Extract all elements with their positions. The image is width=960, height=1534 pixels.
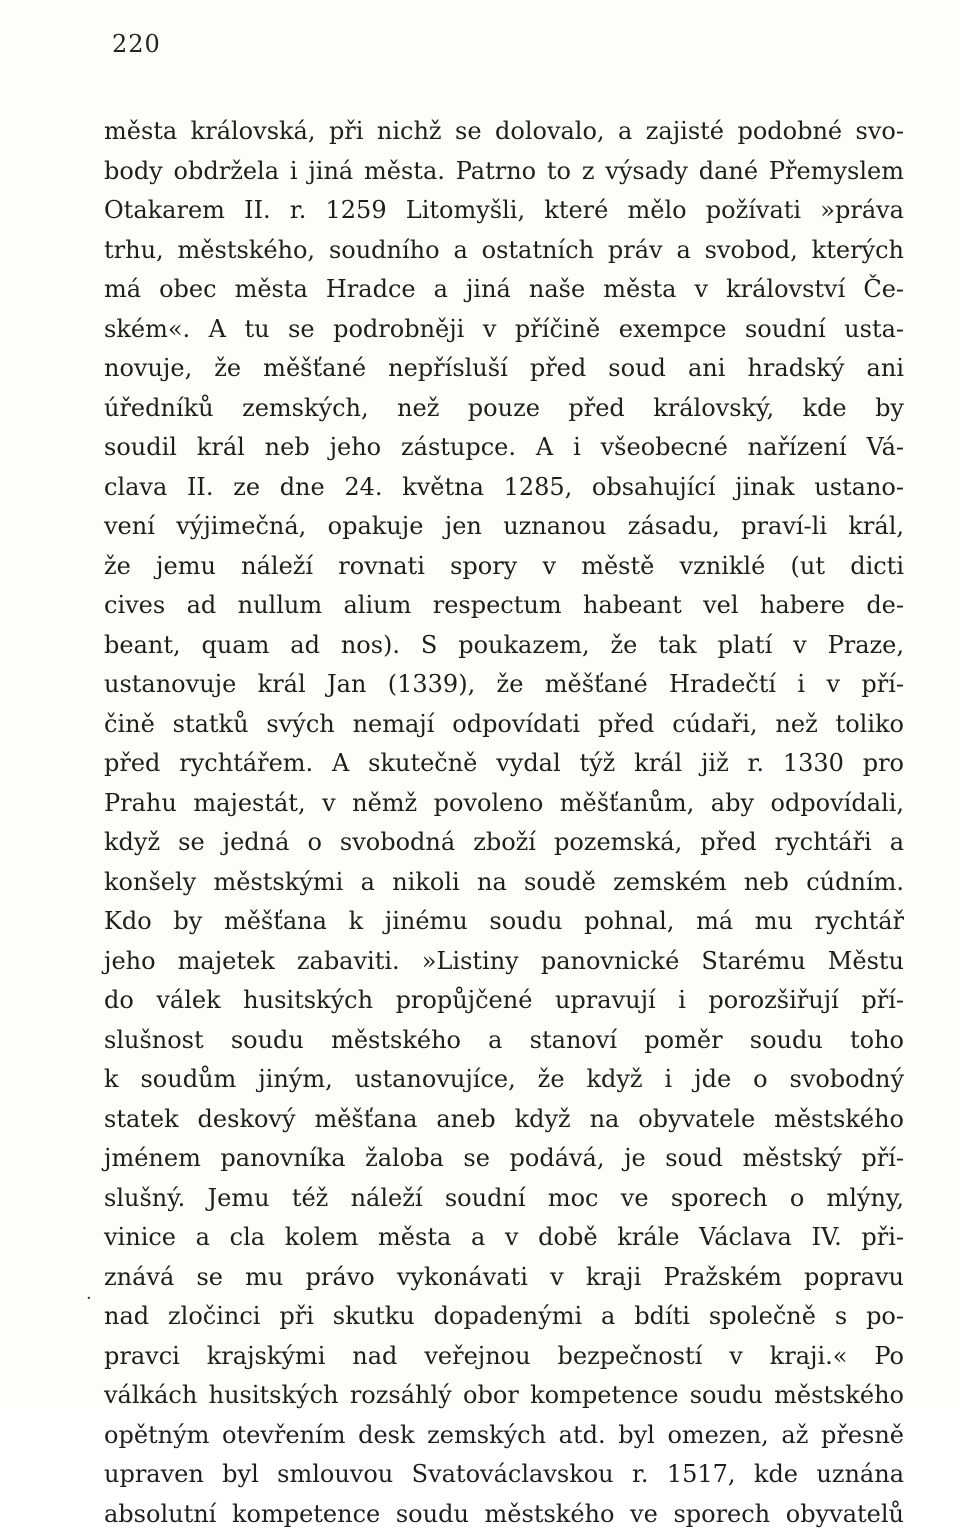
text-line: města královská, při nichž se dolovalo, a zajisté podobné svo-	[104, 112, 904, 152]
text-line: do válek husitských propůjčené upravují i porozšiřují pří-	[104, 981, 904, 1021]
text-line: pravci krajskými nad veřejnou bezpečností v kraji.« Po	[104, 1337, 904, 1377]
text-line: upraven byl smlouvou Svatováclavskou r. 1517, kde uznána	[104, 1455, 904, 1495]
text-line: úředníků zemských, než pouze před královský, kde by	[104, 389, 904, 429]
text-line: ustanovuje král Jan (1339), že měšťané Hradečtí i v pří-	[104, 665, 904, 705]
text-line: k soudům jiným, ustanovujíce, že když i jde o svobodný	[104, 1060, 904, 1100]
text-line: body obdržela i jiná města. Patrno to z výsady dané Přemyslem	[104, 152, 904, 192]
text-line: ském«. A tu se podrobněji v příčině exempce soudní usta-	[104, 310, 904, 350]
text-line: statek deskový měšťana aneb když na obyvatele městského	[104, 1100, 904, 1140]
text-line: má obec města Hradce a jiná naše města v království Če-	[104, 270, 904, 310]
text-line: před rychtářem. A skutečně vydal týž král již r. 1330 pro	[104, 744, 904, 784]
text-line: čině statků svých nemají odpovídati před cúdaři, než toliko	[104, 705, 904, 745]
text-line: když se jedná o svobodná zboží pozemská, před rychtáři a	[104, 823, 904, 863]
text-line: vení výjimečná, opakuje jen uznanou zásadu, praví-li král,	[104, 507, 904, 547]
text-line: slušnost soudu městského a stanoví poměr soudu toho	[104, 1021, 904, 1061]
text-line: beant, quam ad nos). S poukazem, že tak platí v Praze,	[104, 626, 904, 666]
text-line: trhu, městského, soudního a ostatních práv a svobod, kterých	[104, 231, 904, 271]
text-line: opětným otevřením desk zemských atd. byl omezen, až přesně	[104, 1416, 904, 1456]
text-line: cives ad nullum alium respectum habeant vel habere de-	[104, 586, 904, 626]
text-line: Prahu majestát, v němž povoleno měšťanům, aby odpovídali,	[104, 784, 904, 824]
text-line: konšely městskými a nikoli na soudě zemském neb cúdním.	[104, 863, 904, 903]
text-line: Kdo by měšťana k jinému soudu pohnal, má mu rychtář	[104, 902, 904, 942]
text-line: slušný. Jemu též náleží soudní moc ve sporech o mlýny,	[104, 1179, 904, 1219]
text-line: Otakarem II. r. 1259 Litomyšli, které mělo požívati »práva	[104, 191, 904, 231]
text-line: novuje, že měšťané nepřísluší před soud ani hradský ani	[104, 349, 904, 389]
text-line: že jemu náleží rovnati spory v městě vzniklé (ut dicti	[104, 547, 904, 587]
text-line: absolutní kompetence soudu městského ve sporech obyvatelů	[104, 1495, 904, 1534]
text-line: jménem panovníka žaloba se podává, je soud městský pří-	[104, 1139, 904, 1179]
text-line: znává se mu právo vykonávati v kraji Pražském popravu	[104, 1258, 904, 1298]
text-line: vinice a cla kolem města a v době krále Václava IV. při-	[104, 1218, 904, 1258]
text-line: clava II. ze dne 24. května 1285, obsahující jinak ustano-	[104, 468, 904, 508]
text-line: nad zločinci při skutku dopadenými a bdíti společně s po-	[104, 1297, 904, 1337]
text-line: válkách husitských rozsáhlý obor kompetence soudu městského	[104, 1376, 904, 1416]
text-line: soudil král neb jeho zástupce. A i všeobecné nařízení Vá-	[104, 428, 904, 468]
page-number: 220	[112, 30, 161, 58]
margin-mark: ·	[86, 1288, 92, 1309]
body-text	[104, 112, 904, 1534]
text-line: jeho majetek zabaviti. »Listiny panovnické Starému Městu	[104, 942, 904, 982]
